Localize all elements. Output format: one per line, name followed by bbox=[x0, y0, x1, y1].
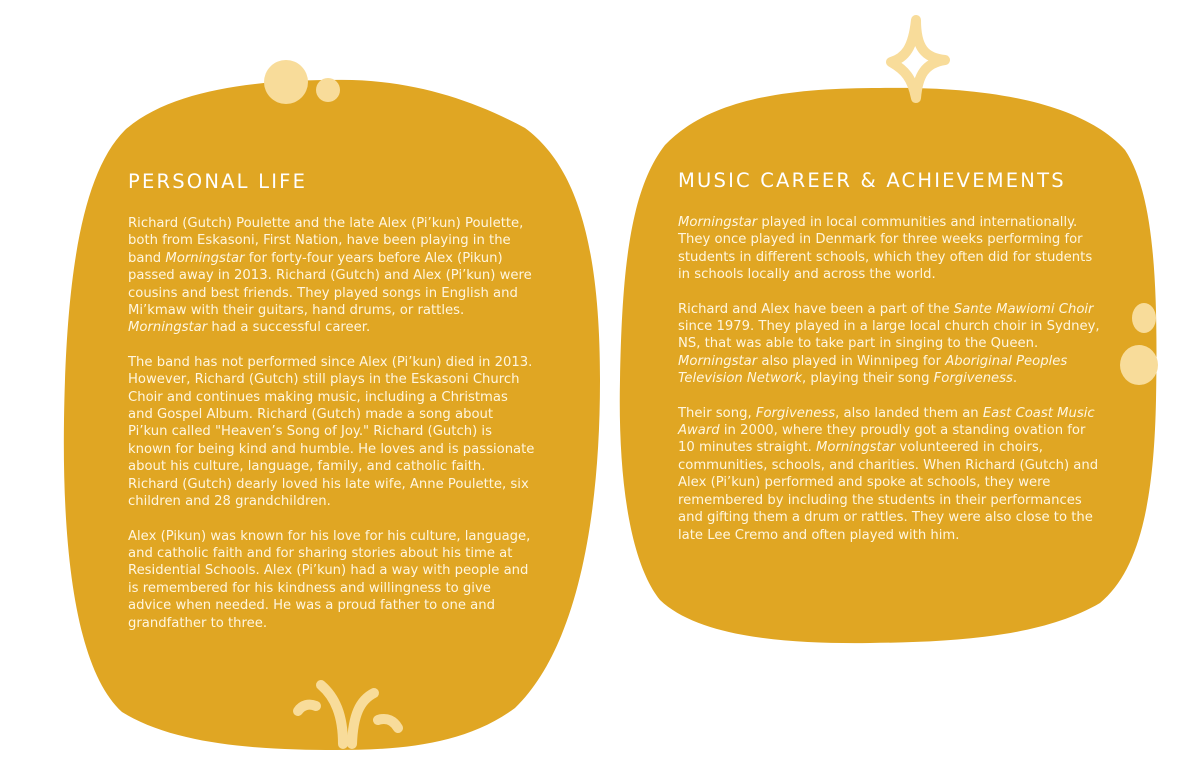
paragraph: Richard (Gutch) Poulette and the late Alex (Pi’kun) Poulette, both from Eskasoni, First Nation, have been playing in the band Morningstar for forty-four years before Alex (Pikun) passed away in 2013. Richard (Gutch) and Alex (Pi’kun) were cousins and best friends. They played songs in English and Mi’kmaw with their guitars, hand drums, or rattles. Morningstar had a successful career. bbox=[128, 216, 532, 336]
paragraph: The band has not performed since Alex (Pi’kun) died in 2013. However, Richard (Gutch) still plays in the Eskasoni Church Choir and continues making music, including a Christmas and Gospel Album. Richard (Gutch) made a song about Pi’kun called "Heaven’s Song of Joy." Richard (Gutch) is known for being kind and humble. He loves and is passionate about his culture, language, family, and catholic faith. Richard (Gutch) dearly loved his late wife, Anne Poulette, six children and 28 grandchildren. bbox=[128, 354, 535, 510]
emphasis-text: Forgiveness bbox=[933, 371, 1013, 387]
emphasis-text: Morningstar bbox=[678, 353, 758, 369]
emphasis-text: Morningstar bbox=[128, 320, 208, 336]
paragraph: Richard and Alex have been a part of the Sante Mawiomi Choir since 1979. They played in a large local church choir in Sydney, NS, that was able to take part in singing to the Queen. Morningstar also played in Winnipeg for Aboriginal Peoples Television Network, playing their song Forgiveness. bbox=[678, 301, 1100, 387]
emphasis-text: Morningstar bbox=[816, 440, 896, 456]
paragraph: Alex (Pikun) was known for his love for his culture, language, and catholic faith and for sharing stories about his time at Residential Schools. Alex (Pi’kun) had a way with people and is remembered for his kindness and willingness to give advice when needed. He was a proud father to one and grandfather to three. bbox=[128, 528, 531, 631]
paragraph: Morningstar played in local communities and internationally. They once played in Denmark for three weeks performing for students in different schools, which they often did for students in schools locally and across the world. bbox=[678, 215, 1093, 283]
emphasis-text: Aboriginal Peoples Television Network bbox=[678, 353, 1068, 387]
emphasis-text: Sante Mawiomi Choir bbox=[953, 301, 1094, 317]
emphasis-text: East Coast Music Award bbox=[678, 405, 1095, 439]
music-career-panel bbox=[678, 169, 1106, 561]
music-career-heading: MUSIC CAREER & ACHIEVEMENTS bbox=[678, 169, 1066, 192]
paragraph: Their song, Forgiveness, also landed them an East Coast Music Award in 2000, where they proudly got a standing ovation for 10 minutes straight. Morningstar volunteered in choirs, communities, schools, and charities. When Richard (Gutch) and Alex (Pi’kun) performed and spoke at schools, they were remembered by including the students in their performances and gifting them a drum or rattles. They were also close to the late Lee Cremo and often played with him. bbox=[678, 405, 1099, 543]
personal-life-panel bbox=[128, 170, 536, 649]
personal-life-body bbox=[128, 215, 536, 632]
emphasis-text: Morningstar bbox=[678, 215, 758, 230]
personal-life-heading: PERSONAL LIFE bbox=[128, 170, 308, 193]
music-career-body bbox=[678, 214, 1106, 544]
right-sparkle-icon bbox=[891, 20, 945, 98]
emphasis-text: Forgiveness bbox=[755, 405, 836, 421]
emphasis-text: Morningstar bbox=[165, 250, 245, 266]
